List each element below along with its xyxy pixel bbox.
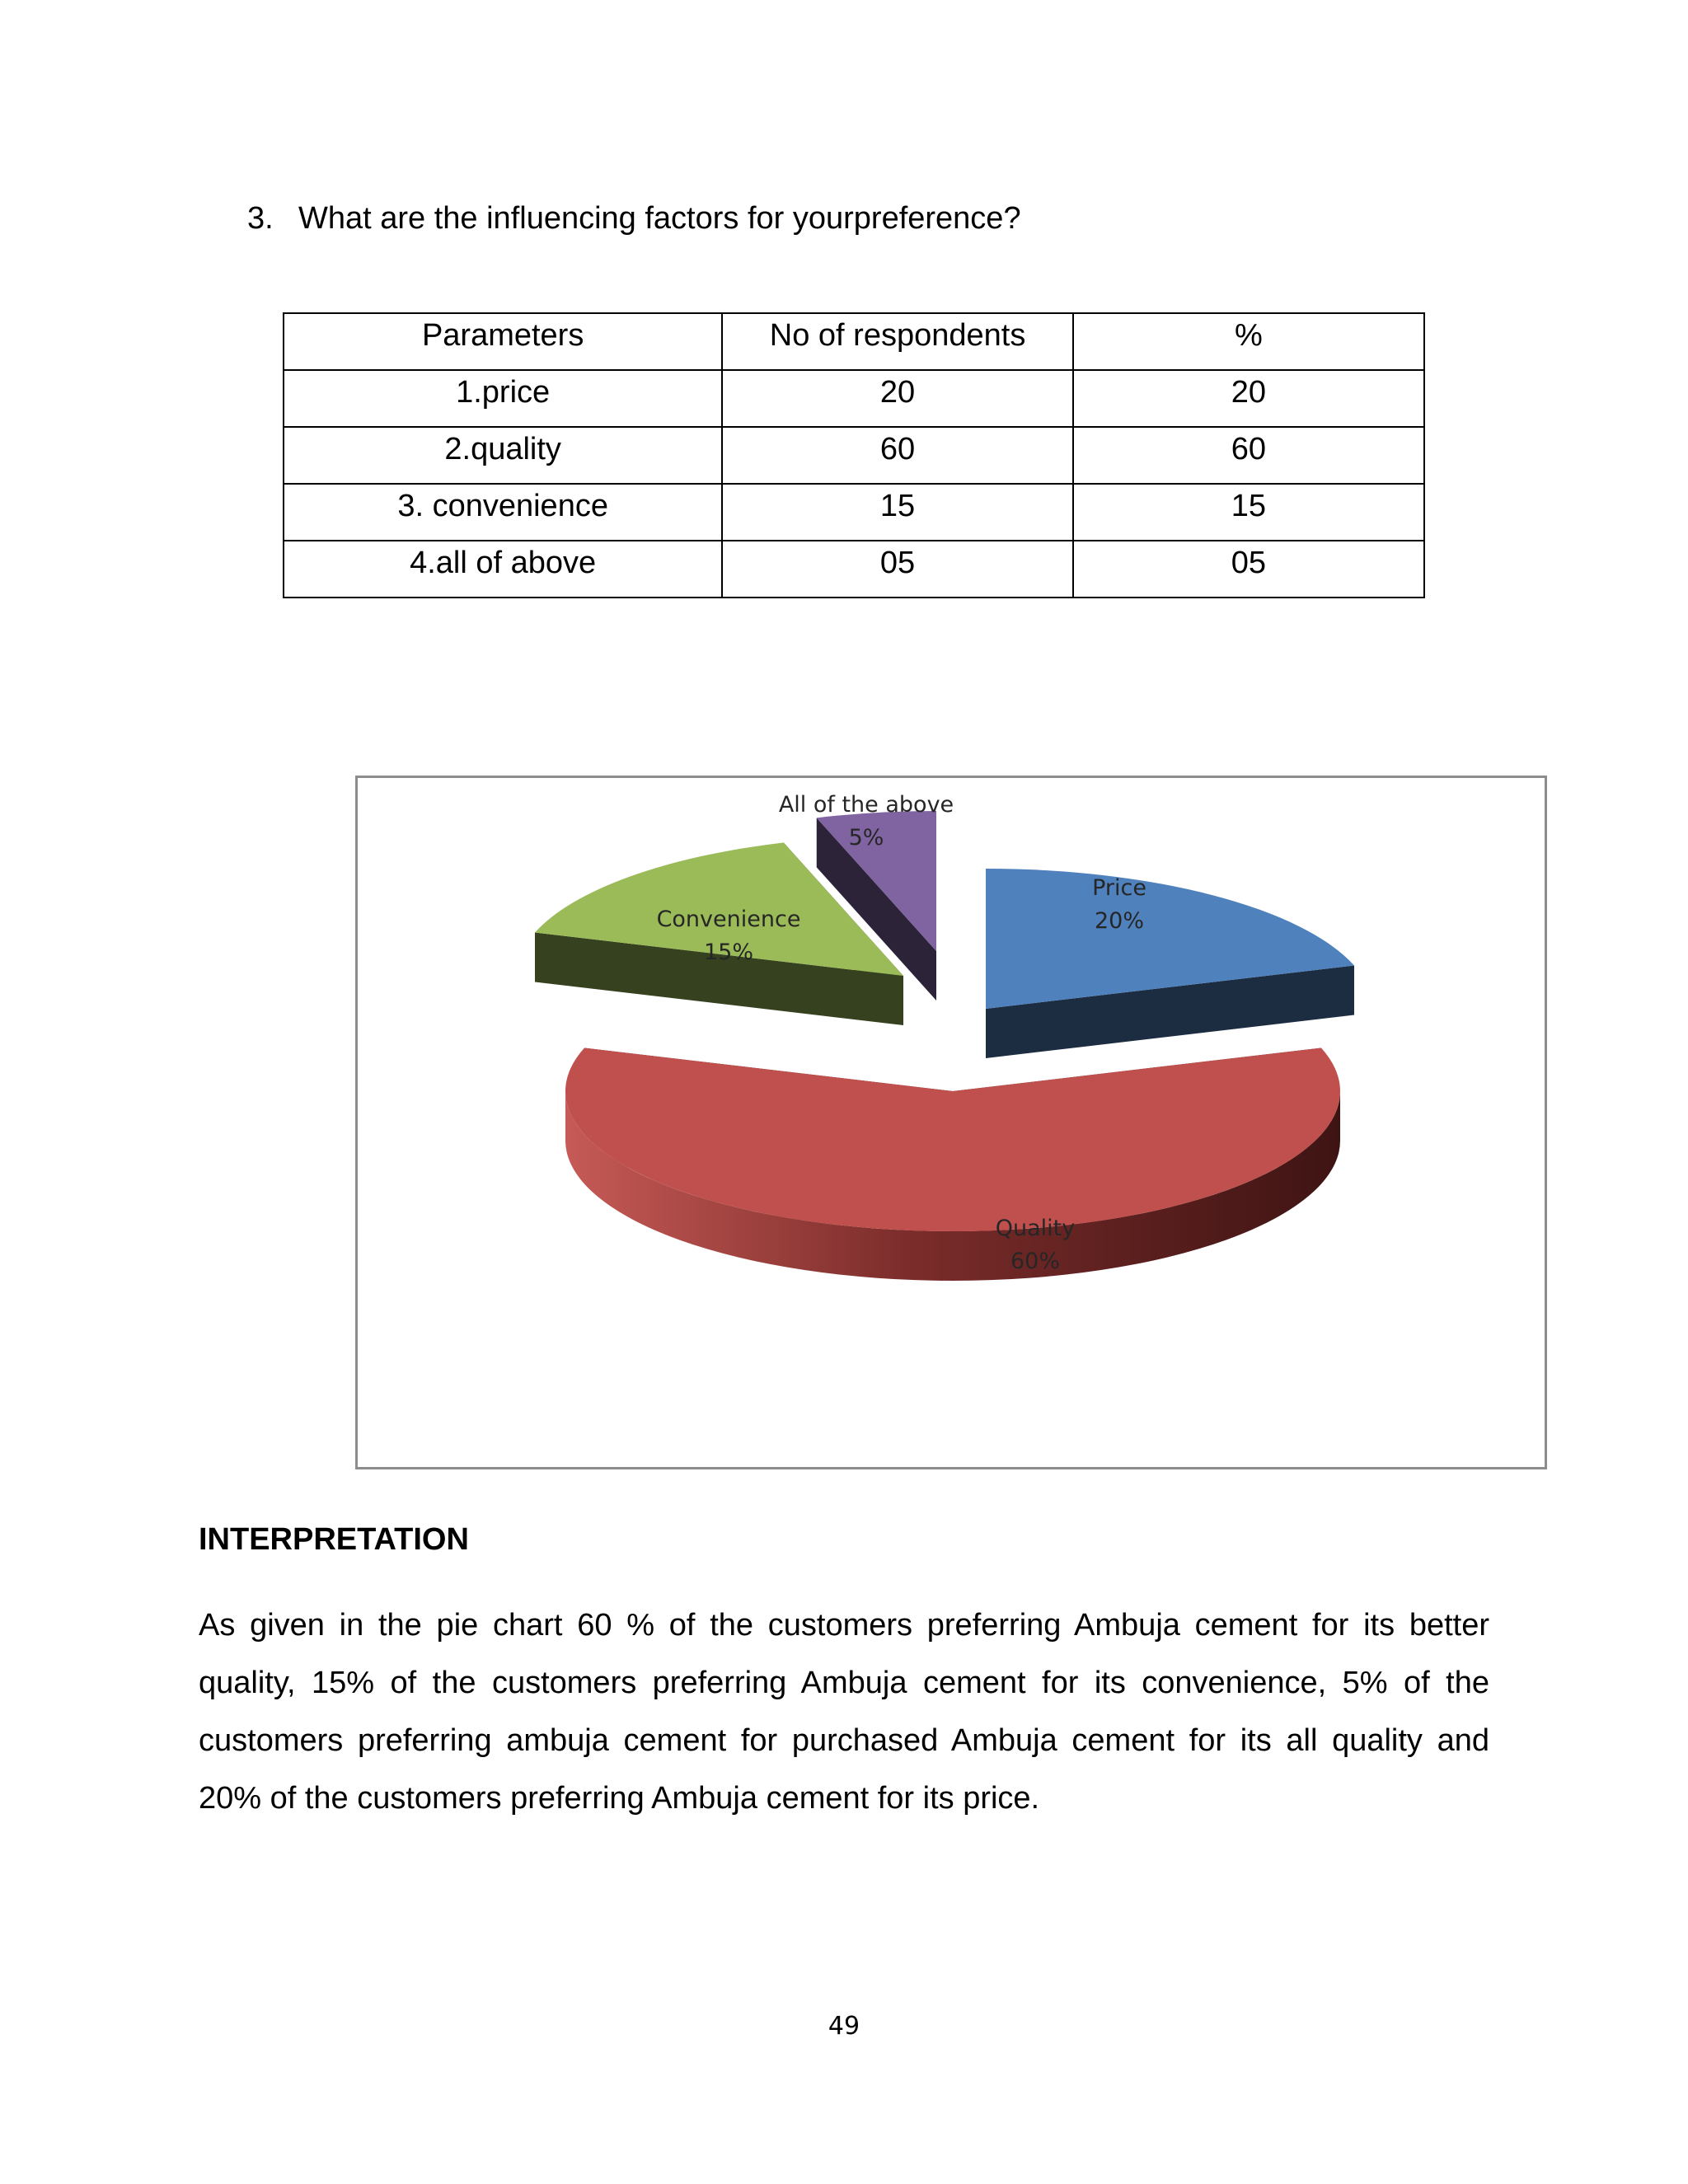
pie-slice-quality [565, 1047, 1340, 1281]
table-row [284, 370, 1424, 427]
question-number: 3. [247, 201, 274, 236]
parameters-table [283, 312, 1425, 598]
table-cell: 60 [722, 427, 1073, 484]
interpretation-text: As given in the pie chart 60 % of the customers preferring Ambuja cement for its better quality, 15% of the customers preferring Ambuja cement for its convenience, 5% of the customers preferring ambuja cement for purchased Ambuja cement for its all quality and 20% of the customers preferring Ambuja cement for its price. [199, 1608, 1489, 1816]
table-cell: 20 [1073, 370, 1424, 427]
pie-label-convenience-name: Convenience [656, 907, 801, 932]
table-cell: 60 [1073, 427, 1424, 484]
interpretation-title: INTERPRETATION [199, 1522, 469, 1557]
question-text: What are the influencing factors for yourpreference? [298, 201, 1021, 236]
pie-label-all-of-the-above-name: All of the above [778, 792, 954, 818]
page-number: 49 [828, 2012, 860, 2041]
pie-label-price-name: Price [1092, 875, 1146, 901]
table-header-row [284, 313, 1424, 370]
pie-label-price-value: 20% [1094, 908, 1145, 934]
table-cell: 4.all of above [284, 541, 722, 598]
pie-label-quality-name: Quality [995, 1216, 1076, 1241]
table-cell: 05 [1073, 541, 1424, 598]
question [247, 198, 1021, 239]
table-cell: 15 [1073, 484, 1424, 541]
table-cell: 20 [722, 370, 1073, 427]
pie-label-convenience-value: 15% [703, 940, 754, 965]
table-header-cell: No of respondents [722, 313, 1073, 370]
table-cell: 1.price [284, 370, 722, 427]
table-header-cell: Parameters [284, 313, 722, 370]
table-header-cell: % [1073, 313, 1424, 370]
table-row [284, 427, 1424, 484]
pie-label-all-of-the-above-value: 5% [848, 825, 884, 851]
pie-chart-canvas [358, 778, 1545, 1467]
pie-label-quality-value: 60% [1010, 1249, 1061, 1274]
table-row [284, 541, 1424, 598]
table-cell: 3. convenience [284, 484, 722, 541]
table-cell: 15 [722, 484, 1073, 541]
table-row [284, 484, 1424, 541]
pie-chart [355, 776, 1547, 1469]
table-cell: 05 [722, 541, 1073, 598]
table-cell: 2.quality [284, 427, 722, 484]
pie-slice-price [986, 869, 1354, 1058]
